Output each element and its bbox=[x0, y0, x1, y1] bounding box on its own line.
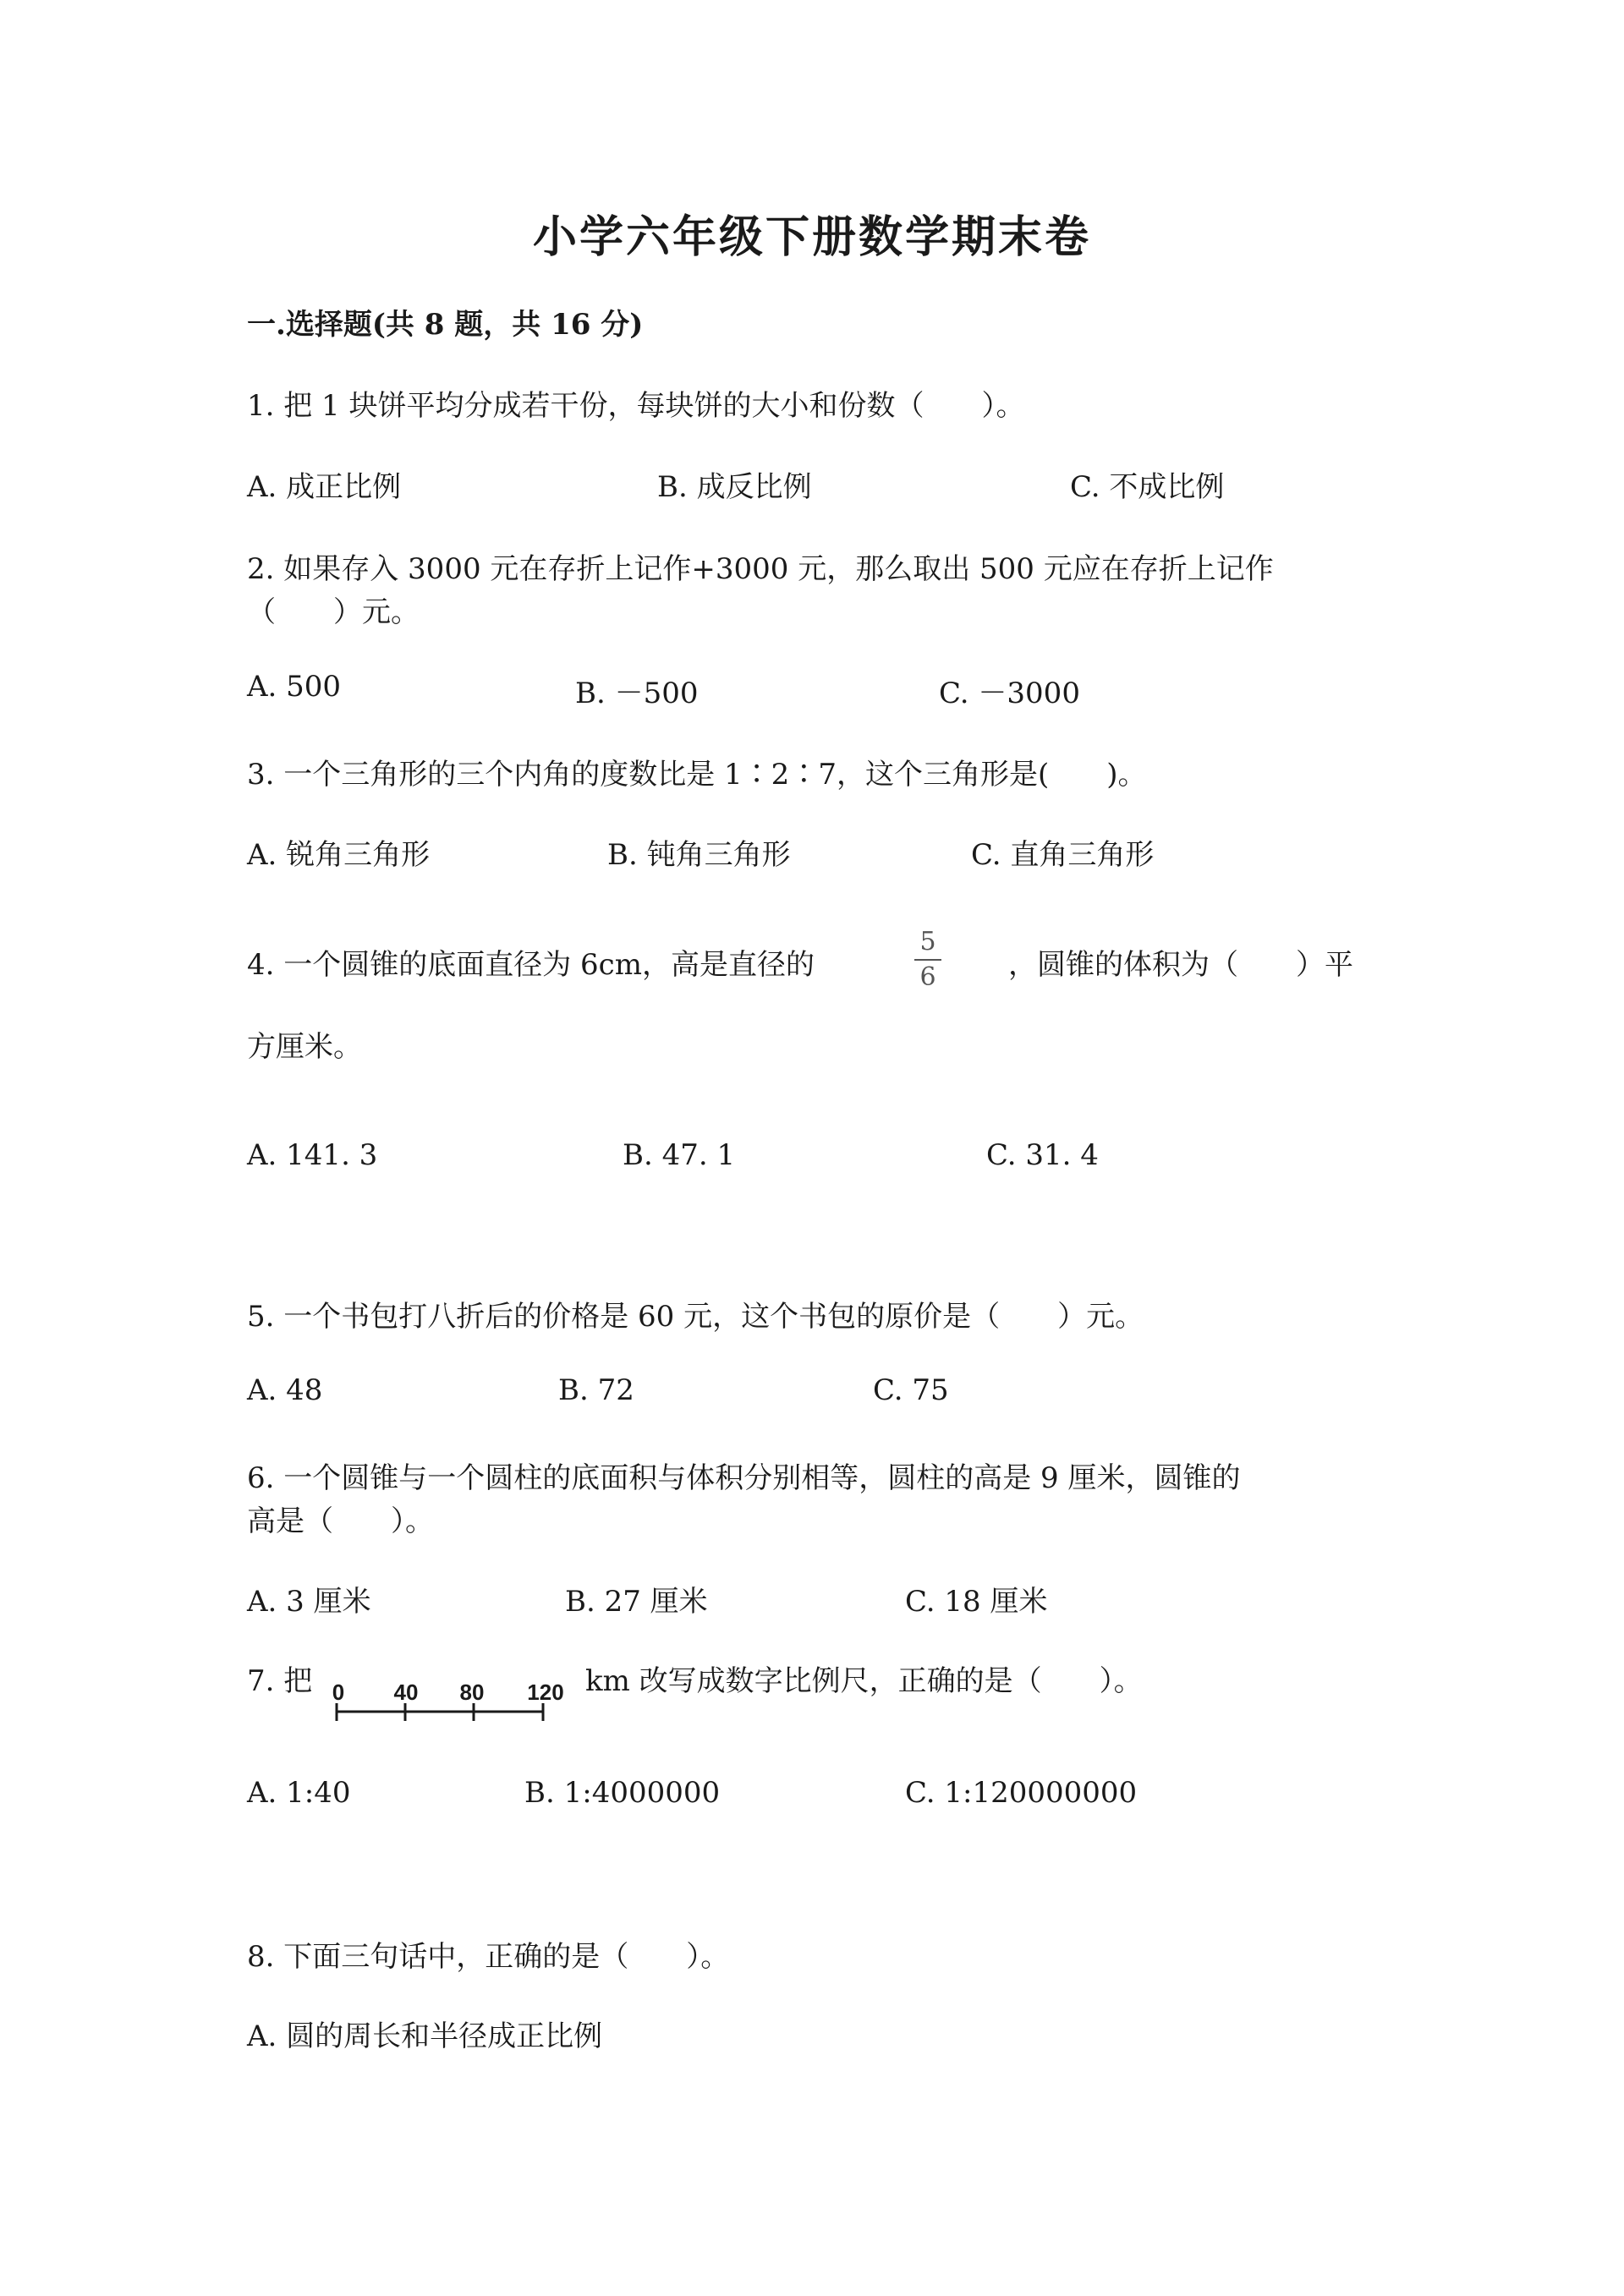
question-7-part-1: 7. 把 bbox=[247, 1664, 313, 1698]
q4-option-a[interactable]: A. 141. 3 bbox=[247, 1138, 378, 1172]
question-2-line-2: （ ）元。 bbox=[247, 595, 420, 629]
q3-option-a[interactable]: A. 锐角三角形 bbox=[247, 838, 431, 872]
q5-option-c[interactable]: C. 75 bbox=[873, 1373, 949, 1407]
q5-option-a[interactable]: A. 48 bbox=[247, 1373, 323, 1407]
q2-option-a[interactable]: A. 500 bbox=[247, 670, 342, 704]
q6-option-b[interactable]: B. 27 厘米 bbox=[565, 1585, 708, 1619]
q1-option-a[interactable]: A. 成正比例 bbox=[247, 470, 402, 504]
question-1: 1. 把 1 块饼平均分成若干份，每块饼的大小和份数（ ）。 bbox=[247, 389, 1025, 423]
fraction-bar bbox=[914, 959, 941, 961]
fraction-denominator: 6 bbox=[919, 962, 936, 992]
question-6-line-2: 高是（ ）。 bbox=[247, 1504, 434, 1538]
scale-tick-label-120: 120 bbox=[527, 1680, 564, 1705]
question-5: 5. 一个书包打八折后的价格是 60 元，这个书包的原价是（ ）元。 bbox=[247, 1300, 1144, 1334]
q7-option-c[interactable]: C. 1:120000000 bbox=[905, 1776, 1138, 1810]
q6-option-c[interactable]: C. 18 厘米 bbox=[905, 1585, 1048, 1619]
q3-option-c[interactable]: C. 直角三角形 bbox=[971, 838, 1155, 872]
q4-option-b[interactable]: B. 47. 1 bbox=[623, 1138, 736, 1172]
scale-tick-label-80: 80 bbox=[459, 1680, 485, 1705]
q7-option-a[interactable]: A. 1:40 bbox=[247, 1776, 351, 1810]
q5-option-b[interactable]: B. 72 bbox=[558, 1373, 634, 1407]
fraction-numerator: 5 bbox=[919, 927, 936, 956]
question-2-line-1: 2. 如果存入 3000 元在存折上记作+3000 元，那么取出 500 元应在存折上记作 bbox=[247, 552, 1274, 586]
q1-option-c[interactable]: C. 不成比例 bbox=[1070, 470, 1225, 504]
question-4-part-2: ，圆锥的体积为（ ）平 bbox=[1008, 948, 1353, 982]
q2-option-c[interactable]: C. －3000 bbox=[939, 677, 1080, 710]
question-8: 8. 下面三句话中，正确的是（ ）。 bbox=[247, 1940, 730, 1974]
section-heading: 一.选择题(共 8 题，共 16 分) bbox=[247, 308, 644, 342]
q8-option-a[interactable]: A. 圆的周长和半径成正比例 bbox=[247, 2019, 603, 2053]
fraction-five-sixths bbox=[911, 927, 945, 993]
q7-option-b[interactable]: B. 1:4000000 bbox=[524, 1776, 721, 1810]
scale-tick-label-40: 40 bbox=[393, 1680, 419, 1705]
scale-tick-label-0: 0 bbox=[332, 1680, 345, 1705]
q1-option-b[interactable]: B. 成反比例 bbox=[657, 470, 812, 504]
page-title: 小学六年级下册数学期末卷 bbox=[532, 211, 1091, 263]
q2-option-b[interactable]: B. －500 bbox=[575, 677, 699, 710]
q4-option-c[interactable]: C. 31. 4 bbox=[986, 1138, 1099, 1172]
question-6-line-1: 6. 一个圆锥与一个圆柱的底面积与体积分别相等，圆柱的高是 9 厘米，圆锥的 bbox=[247, 1461, 1241, 1495]
question-4-part-1: 4. 一个圆锥的底面直径为 6cm，高是直径的 bbox=[247, 948, 815, 982]
scale-bar-diagram bbox=[321, 1674, 575, 1725]
q3-option-b[interactable]: B. 钝角三角形 bbox=[607, 838, 791, 872]
question-7-part-2: km 改写成数字比例尺，正确的是（ ）。 bbox=[585, 1664, 1143, 1698]
question-4-line-2: 方厘米。 bbox=[247, 1030, 362, 1064]
question-3: 3. 一个三角形的三个内角的度数比是 1∶2∶7，这个三角形是( )。 bbox=[247, 758, 1147, 792]
q6-option-a[interactable]: A. 3 厘米 bbox=[247, 1585, 371, 1619]
